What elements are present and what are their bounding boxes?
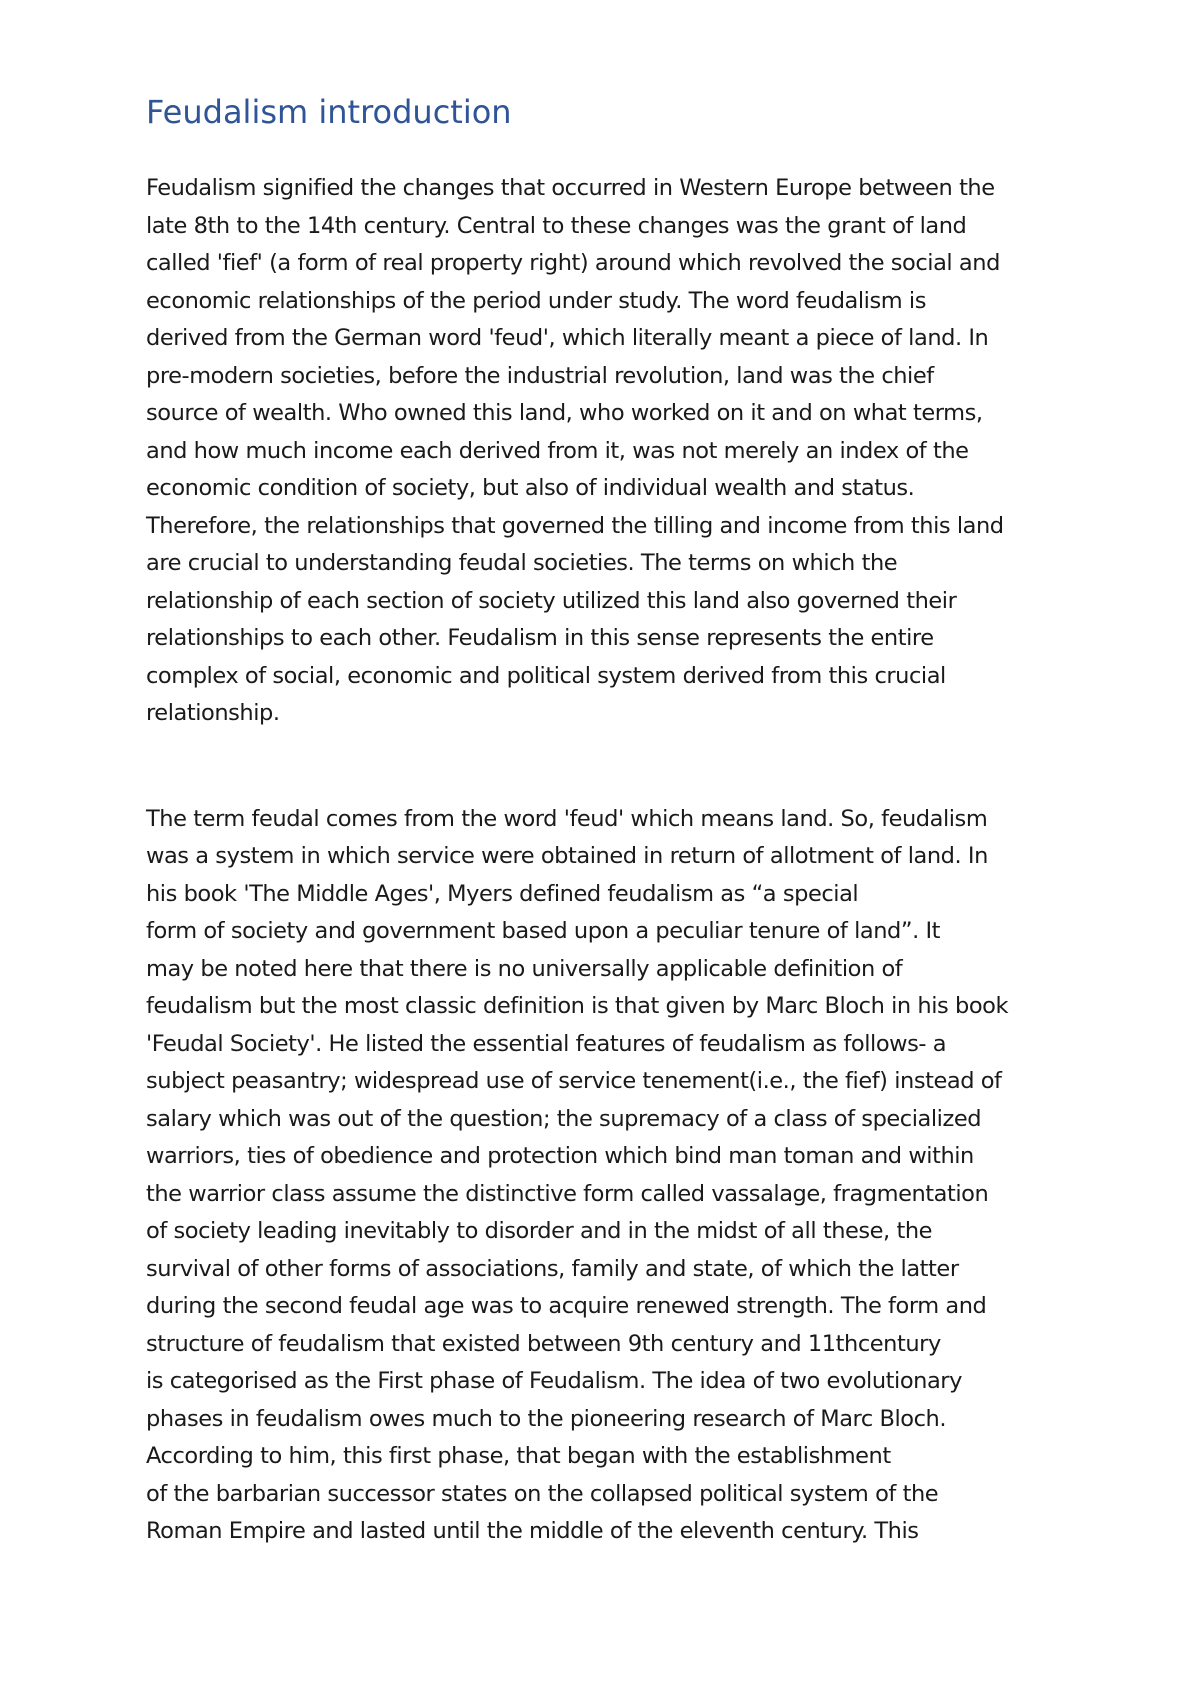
text-line: during the second feudal age was to acquire renewed strength. The form and — [146, 1293, 987, 1319]
text-line: was a system in which service were obtained in return of allotment of land. In — [146, 843, 988, 869]
text-line: structure of feudalism that existed between 9th century and 11thcentury — [146, 1330, 941, 1357]
text-line: According to him, this first phase, that began with the establishment — [146, 1443, 891, 1469]
paragraph-1 — [146, 170, 1066, 733]
text-line: the warrior class assume the distinctive form called vassalage, fragmentation — [146, 1180, 989, 1207]
text-line: pre-modern societies, before the industrial revolution, land was the chief — [146, 362, 934, 389]
paragraph-spacer — [146, 733, 1066, 801]
document-title: Feudalism introduction — [146, 93, 512, 131]
text-line: feudalism but the most classic definition is that given by Marc Bloch in his book — [146, 993, 1009, 1019]
text-line: subject peasantry; widespread use of service tenement(i.e., the fief) instead of — [146, 1068, 1002, 1094]
text-line: may be noted here that there is no universally applicable definition of — [146, 955, 903, 982]
text-line: economic condition of society, but also of individual wealth and status. — [146, 475, 915, 501]
text-line: called 'fief' (a form of real property right) around which revolved the social and — [146, 250, 1000, 276]
text-line: and how much income each derived from it, was not merely an index of the — [146, 437, 969, 464]
text-line: relationships to each other. Feudalism in this sense represents the entire — [146, 625, 934, 651]
text-line: of the barbarian successor states on the collapsed political system of the — [146, 1480, 939, 1507]
text-line: form of society and government based upon a peculiar tenure of land”. It — [146, 918, 941, 944]
text-line: Roman Empire and lasted until the middle of the eleventh century. This — [146, 1518, 919, 1544]
text-line: relationship. — [146, 700, 280, 726]
text-line: Feudalism signified the changes that occurred in Western Europe between the — [146, 175, 995, 201]
text-line: phases in feudalism owes much to the pioneering research of Marc Bloch. — [146, 1405, 947, 1432]
text-line: source of wealth. Who owned this land, who worked on it and on what terms, — [146, 400, 983, 426]
paragraph-2 — [146, 801, 1066, 1551]
text-line: derived from the German word 'feud', which literally meant a piece of land. In — [146, 325, 989, 351]
text-line: Therefore, the relationships that governed the tilling and income from this land — [146, 512, 1004, 539]
text-line: survival of other forms of associations, family and state, of which the latter — [146, 1255, 959, 1282]
text-line: complex of social, economic and political system derived from this crucial — [146, 662, 946, 689]
document-content — [146, 92, 1066, 1551]
text-line: late 8th to the 14th century. Central to these changes was the grant of land — [146, 212, 967, 239]
text-line: relationship of each section of society utilized this land also governed their — [146, 587, 957, 614]
text-line: of society leading inevitably to disorder and in the midst of all these, the — [146, 1218, 933, 1244]
text-line: are crucial to understanding feudal societies. The terms on which the — [146, 550, 898, 576]
text-line: is categorised as the First phase of Feudalism. The idea of two evolutionary — [146, 1368, 962, 1394]
text-line: economic relationships of the period under study. The word feudalism is — [146, 287, 926, 314]
text-line: 'Feudal Society'. He listed the essential features of feudalism as follows- a — [146, 1030, 947, 1057]
text-line: salary which was out of the question; the supremacy of a class of specialized — [146, 1105, 982, 1132]
text-line: his book 'The Middle Ages', Myers defined feudalism as “a special — [146, 880, 859, 907]
text-line: warriors, ties of obedience and protection which bind man toman and within — [146, 1143, 974, 1169]
text-line: The term feudal comes from the word 'feud' which means land. So, feudalism — [146, 805, 988, 832]
